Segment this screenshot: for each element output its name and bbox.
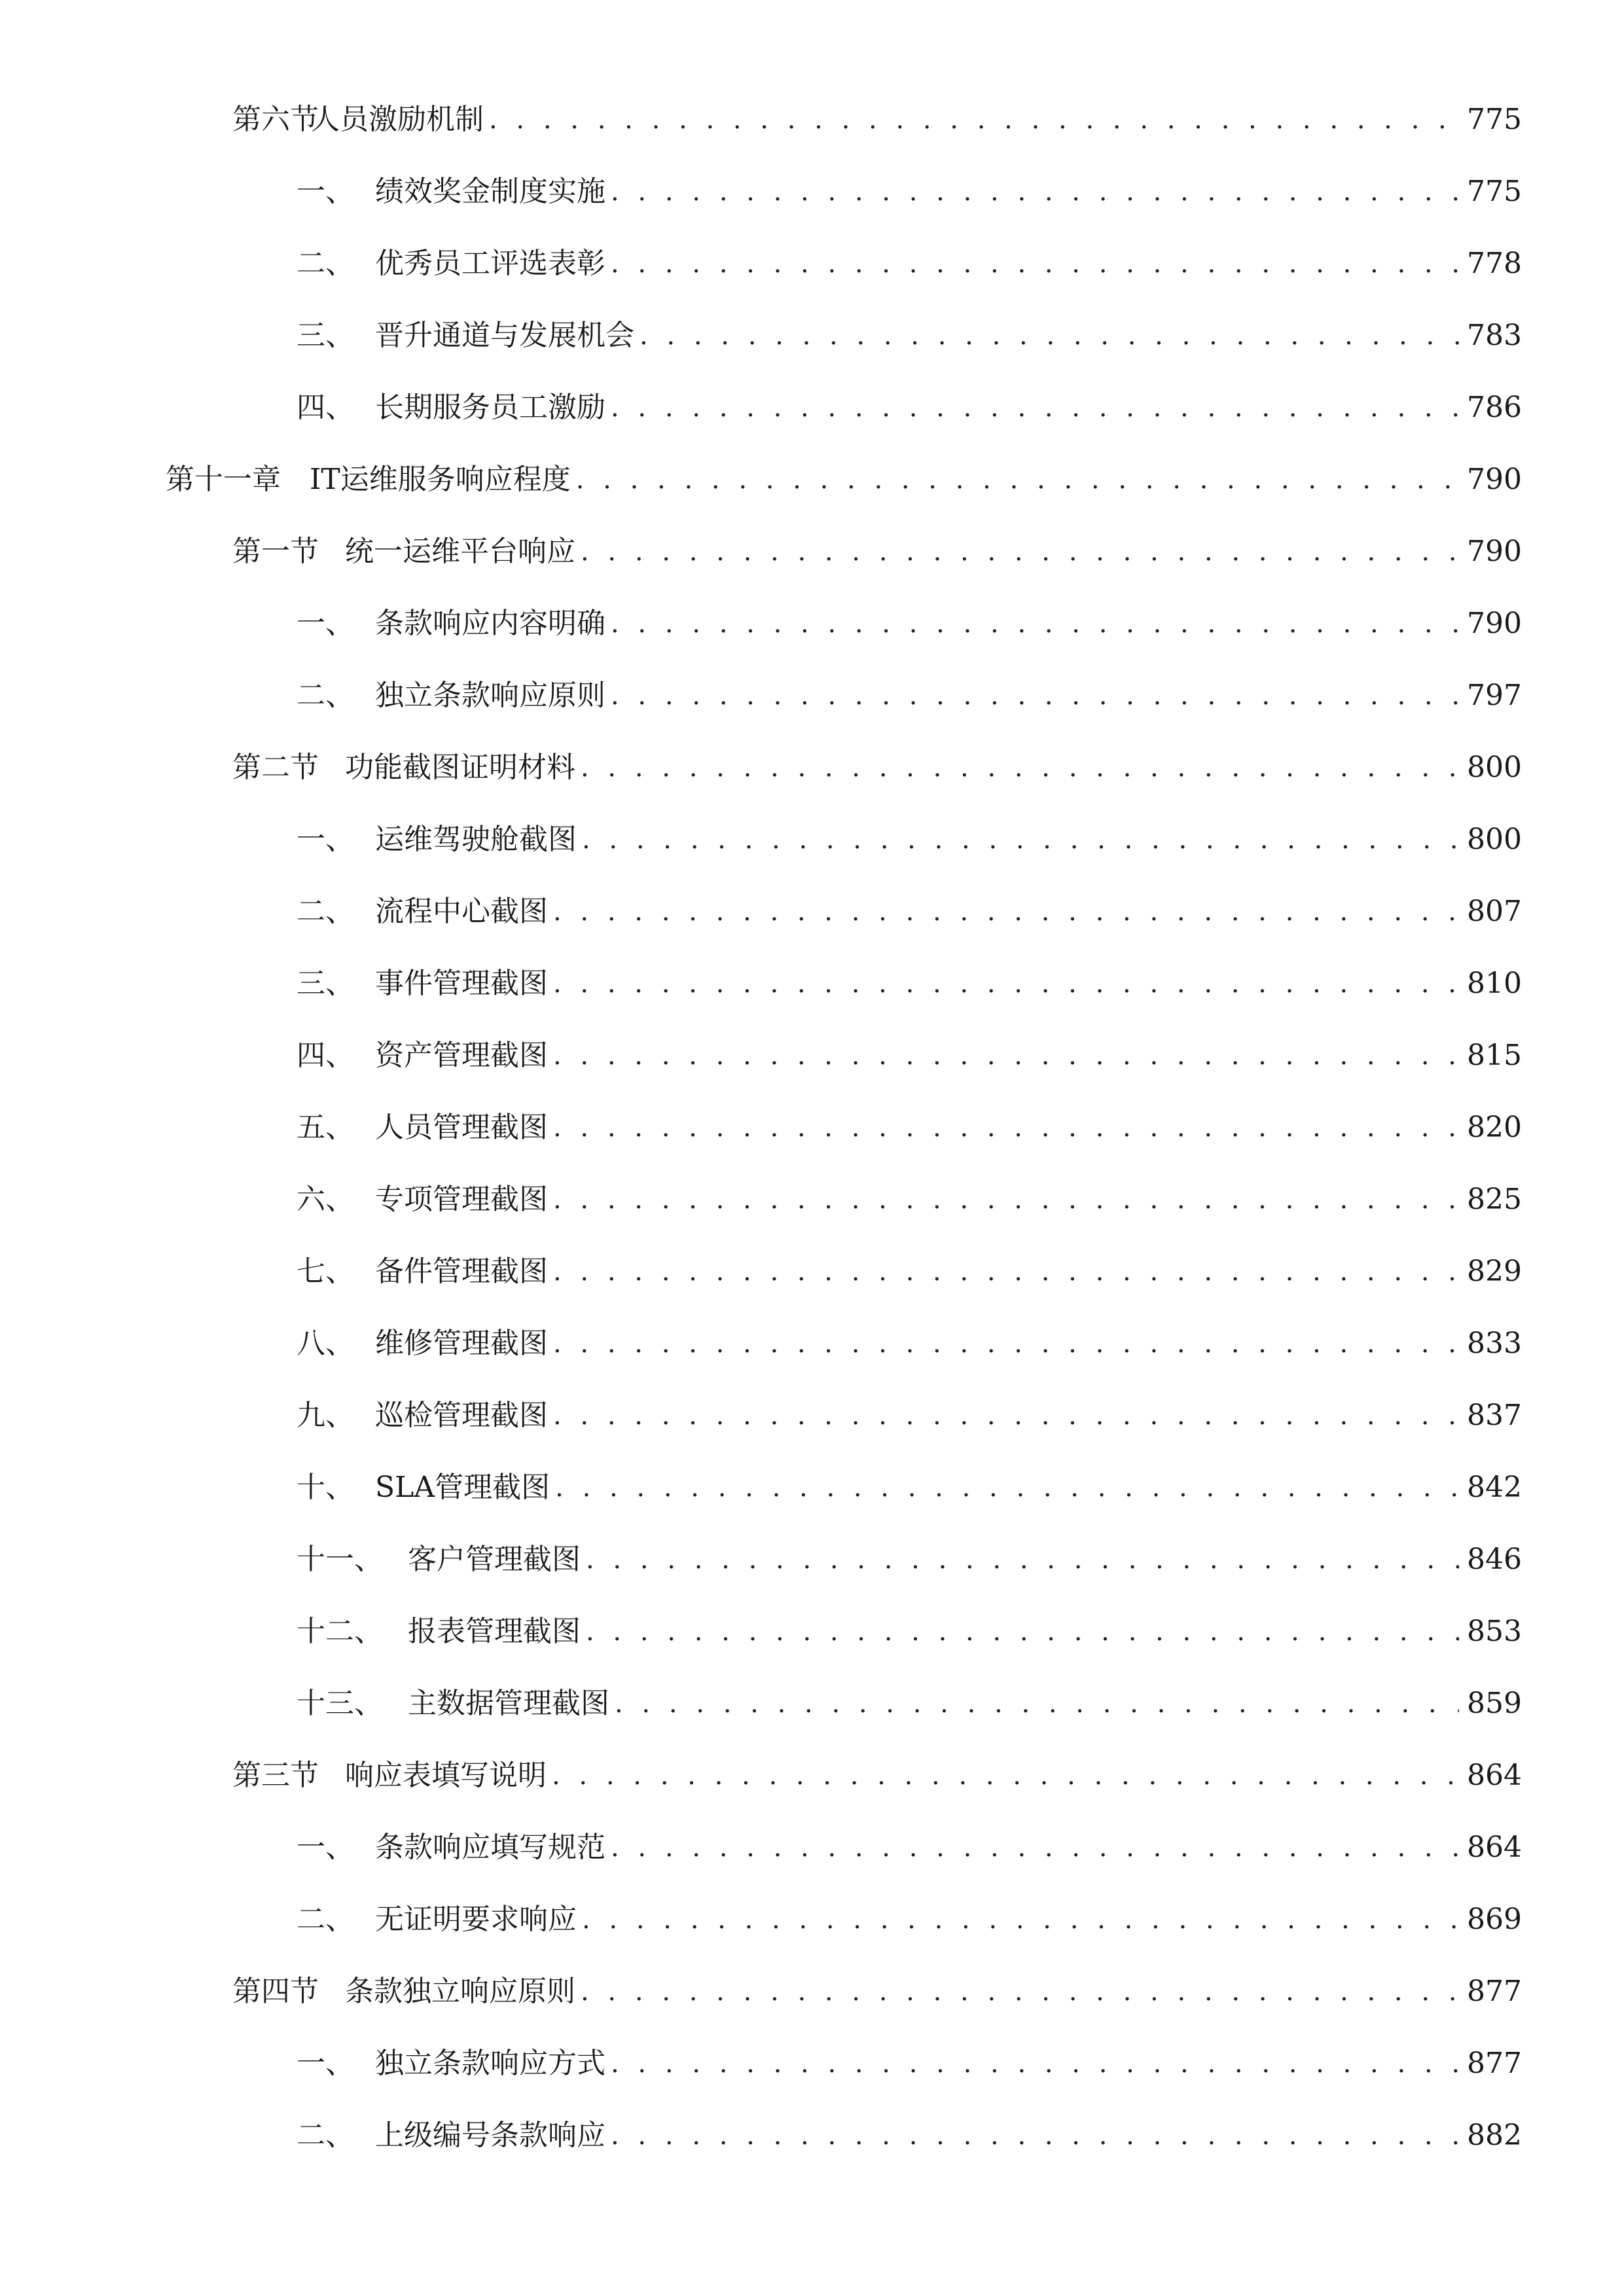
dot-leader — [582, 1893, 1459, 1946]
toc-entry-number: 一、 — [297, 2047, 354, 2080]
toc-page-number: 790 — [1467, 463, 1522, 496]
dot-leader — [555, 1462, 1459, 1514]
toc-entry-section[interactable] — [232, 742, 1522, 794]
toc-entry-item[interactable] — [297, 1102, 1522, 1154]
toc-page-number: 877 — [1467, 1975, 1522, 2008]
toc-entry-item[interactable] — [297, 1677, 1522, 1730]
toc-entry-title: 响应表填写说明 — [345, 1759, 547, 1792]
toc-entry-number: 第十一章 — [166, 463, 281, 496]
toc-entry-number: 二、 — [297, 1903, 354, 1936]
toc-entry-item[interactable] — [297, 2109, 1522, 2162]
dot-leader — [611, 598, 1459, 650]
toc-entry-number: 四、 — [297, 391, 354, 424]
dot-leader — [582, 814, 1459, 866]
toc-entry-section[interactable] — [232, 526, 1522, 578]
dot-leader — [611, 166, 1459, 218]
toc-page-number: 790 — [1467, 607, 1522, 640]
toc-entry-number: 第三节 — [232, 1759, 319, 1792]
toc-entry-number: 三、 — [297, 319, 354, 352]
toc-page-number: 786 — [1467, 391, 1522, 424]
toc-entry-item[interactable] — [297, 1821, 1522, 1874]
toc-entry-number: 第六节 — [232, 103, 319, 136]
toc-entry-title: 长期服务员工激励 — [375, 391, 605, 424]
toc-entry-number: 一、 — [297, 1831, 354, 1864]
toc-page-number: 877 — [1467, 2047, 1522, 2080]
toc-page-number: 810 — [1467, 967, 1522, 1000]
dot-leader — [553, 886, 1459, 938]
toc-page-number: 797 — [1467, 679, 1522, 712]
toc-page-number: 837 — [1467, 1399, 1522, 1432]
toc-entry-item[interactable] — [297, 1605, 1522, 1658]
toc-entry-title: 优秀员工评选表彰 — [375, 247, 605, 280]
toc-entry-number: 七、 — [297, 1255, 354, 1288]
toc-entry-item[interactable] — [297, 1462, 1522, 1514]
toc-page-number: 775 — [1467, 103, 1522, 136]
dot-leader — [552, 1749, 1459, 1802]
toc-entry-number: 十一、 — [297, 1543, 383, 1576]
toc-entry-title: SLA管理截图 — [375, 1471, 550, 1504]
toc-entry-number: 十二、 — [297, 1615, 383, 1648]
dot-leader — [611, 238, 1459, 290]
toc-entry-item[interactable] — [297, 310, 1522, 362]
toc-entry-title: 条款独立响应原则 — [345, 1975, 575, 2008]
toc-page-number: 882 — [1467, 2119, 1522, 2152]
toc-entry-section[interactable] — [232, 1749, 1522, 1802]
toc-entry-item[interactable] — [297, 1030, 1522, 1082]
toc-entry-item[interactable] — [297, 2037, 1522, 2090]
toc-entry-number: 二、 — [297, 247, 354, 280]
toc-entry-title: IT运维服务响应程度 — [310, 463, 571, 496]
toc-entry-number: 二、 — [297, 895, 354, 928]
dot-leader — [611, 670, 1459, 722]
toc-entry-title: 维修管理截图 — [375, 1327, 548, 1360]
toc-entry-title: 人员管理截图 — [375, 1111, 548, 1144]
toc-entry-number: 四、 — [297, 1039, 354, 1072]
toc-entry-title: 客户管理截图 — [408, 1543, 581, 1576]
toc-entry-item[interactable] — [297, 958, 1522, 1010]
dot-leader — [611, 1821, 1459, 1874]
toc-entry-number: 十、 — [297, 1471, 354, 1504]
toc-page-number: 775 — [1467, 175, 1522, 208]
toc-entry-number: 二、 — [297, 679, 354, 712]
toc-entry-title: 晋升通道与发展机会 — [375, 319, 634, 352]
toc-entry-number: 五、 — [297, 1111, 354, 1144]
toc-entry-number: 二、 — [297, 2119, 354, 2152]
toc-entry-number: 第一节 — [232, 535, 319, 568]
dot-leader — [553, 958, 1459, 1010]
toc-page-number: 869 — [1467, 1903, 1522, 1936]
toc-entry-number: 九、 — [297, 1399, 354, 1432]
dot-leader — [553, 1390, 1459, 1442]
toc-page-number: 842 — [1467, 1471, 1522, 1504]
dot-leader — [611, 382, 1459, 434]
toc-entry-title: 条款响应填写规范 — [375, 1831, 605, 1864]
toc-entry-title: 专项管理截图 — [375, 1183, 548, 1216]
toc-page-number: 800 — [1467, 823, 1522, 856]
toc-entry-number: 一、 — [297, 823, 354, 856]
toc-page-number: 800 — [1467, 751, 1522, 784]
toc-entry-item[interactable] — [297, 1893, 1522, 1946]
dot-leader — [553, 1174, 1459, 1226]
toc-entry-title: 备件管理截图 — [375, 1255, 548, 1288]
toc-entry-title: 事件管理截图 — [375, 967, 548, 1000]
toc-entry-title: 独立条款响应原则 — [375, 679, 605, 712]
toc-page-number: 859 — [1467, 1687, 1522, 1720]
dot-leader — [553, 1030, 1459, 1082]
dot-leader — [586, 1534, 1459, 1586]
toc-page-number: 829 — [1467, 1255, 1522, 1288]
toc-entry-title: 运维驾驶舱截图 — [375, 823, 577, 856]
toc-entry-item[interactable] — [297, 1246, 1522, 1298]
toc-page-number: 815 — [1467, 1039, 1522, 1072]
toc-entry-title: 无证明要求响应 — [375, 1903, 577, 1936]
toc-entry-title: 独立条款响应方式 — [375, 2047, 605, 2080]
toc-entry-title: 绩效奖金制度实施 — [375, 175, 605, 208]
toc-entry-title: 上级编号条款响应 — [375, 2119, 605, 2152]
toc-entry-item[interactable] — [297, 814, 1522, 866]
dot-leader — [611, 2037, 1459, 2090]
toc-entry-number: 第四节 — [232, 1975, 319, 2008]
toc-entry-item[interactable] — [297, 1318, 1522, 1370]
toc-page-number: 833 — [1467, 1327, 1522, 1360]
dot-leader — [581, 742, 1459, 794]
toc-entry-number: 一、 — [297, 607, 354, 640]
toc-entry-item[interactable] — [297, 1174, 1522, 1226]
dot-leader — [553, 1246, 1459, 1298]
toc-page-number: 807 — [1467, 895, 1522, 928]
toc-entry-title: 报表管理截图 — [408, 1615, 581, 1648]
toc-entry-number: 十三、 — [297, 1687, 383, 1720]
toc-entry-number: 六、 — [297, 1183, 354, 1216]
toc-entry-item[interactable] — [297, 1390, 1522, 1442]
dot-leader — [586, 1605, 1459, 1658]
dot-leader — [553, 1102, 1459, 1154]
toc-entry-section[interactable] — [232, 94, 1522, 146]
dot-leader — [489, 94, 1459, 146]
toc-entry-number: 三、 — [297, 967, 354, 1000]
toc-page-number: 864 — [1467, 1831, 1522, 1864]
toc-entry-title: 资产管理截图 — [375, 1039, 548, 1072]
toc-entry-title: 流程中心截图 — [375, 895, 548, 928]
dot-leader — [553, 1318, 1459, 1370]
toc-entry-number: 一、 — [297, 175, 354, 208]
toc-page-number: 853 — [1467, 1615, 1522, 1648]
toc-entry-title: 人员激励机制 — [311, 103, 484, 136]
dot-leader — [615, 1677, 1459, 1730]
toc-entry-item[interactable] — [297, 598, 1522, 650]
toc-entry-title: 统一运维平台响应 — [345, 535, 575, 568]
toc-entry-title: 巡检管理截图 — [375, 1399, 548, 1432]
toc-entry-number: 第二节 — [232, 751, 319, 784]
toc-entry-title: 功能截图证明材料 — [345, 751, 575, 784]
toc-entry-item[interactable] — [297, 166, 1522, 218]
toc-entry-item[interactable] — [297, 1534, 1522, 1586]
dot-leader — [581, 526, 1459, 578]
toc-page-number: 825 — [1467, 1183, 1522, 1216]
toc-entry-chapter[interactable] — [166, 454, 1522, 506]
toc-entry-title: 条款响应内容明确 — [375, 607, 605, 640]
toc-page-number: 790 — [1467, 535, 1522, 568]
toc-entry-item[interactable] — [297, 238, 1522, 290]
toc-page-number: 783 — [1467, 319, 1522, 352]
toc-entry-section[interactable] — [232, 1965, 1522, 2018]
toc-page-number: 778 — [1467, 247, 1522, 280]
toc-entry-title: 主数据管理截图 — [408, 1687, 609, 1720]
toc-entry-item[interactable] — [297, 670, 1522, 722]
dot-leader — [576, 454, 1459, 506]
toc-entry-item[interactable] — [297, 382, 1522, 434]
toc-page-number: 820 — [1467, 1111, 1522, 1144]
dot-leader — [640, 310, 1459, 362]
toc-page-number: 864 — [1467, 1759, 1522, 1792]
dot-leader — [611, 2109, 1459, 2162]
toc-page-number: 846 — [1467, 1543, 1522, 1576]
dot-leader — [581, 1965, 1459, 2018]
toc-entry-number: 八、 — [297, 1327, 354, 1360]
toc-entry-item[interactable] — [297, 886, 1522, 938]
